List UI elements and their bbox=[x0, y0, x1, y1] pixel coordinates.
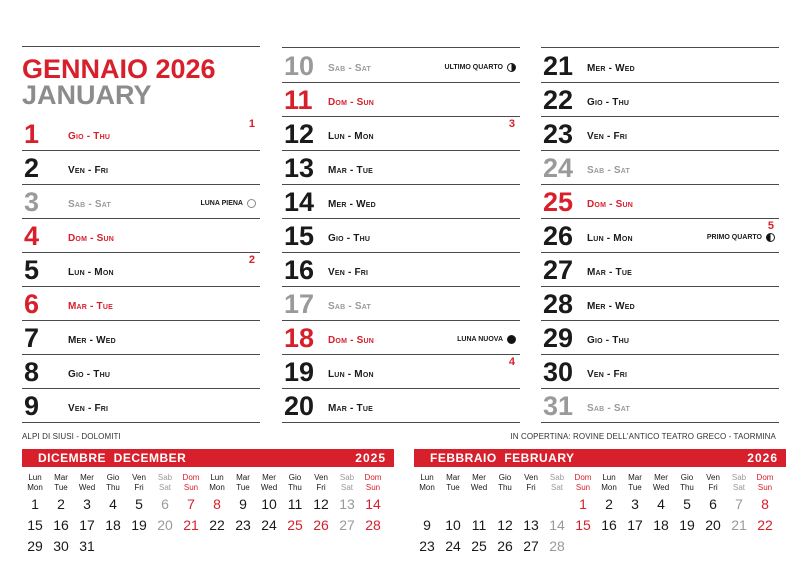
day-row bbox=[282, 150, 520, 185]
mini-day: 12 bbox=[313, 496, 329, 512]
mini-day: 23 bbox=[419, 538, 435, 554]
last-quarter-moon-icon bbox=[507, 63, 516, 72]
day-row bbox=[541, 320, 779, 355]
weekday-it: Gio bbox=[106, 473, 120, 482]
mini-day: 9 bbox=[423, 517, 431, 533]
weekday-en: Tue bbox=[628, 483, 642, 492]
day-number: 2 bbox=[24, 153, 40, 183]
day-name: Sab - Sat bbox=[68, 199, 111, 210]
day-row bbox=[282, 354, 520, 389]
weekday-en: Mon bbox=[601, 483, 617, 492]
day-row bbox=[541, 388, 779, 423]
mini-calendar-month: DICEMBRE DECEMBER bbox=[38, 451, 187, 465]
mini-day: 25 bbox=[471, 538, 487, 554]
day-name: Gio - Thu bbox=[68, 369, 111, 380]
day-row bbox=[282, 218, 520, 253]
mini-day: 10 bbox=[445, 517, 461, 533]
weekday-en: Wed bbox=[470, 483, 488, 492]
day-row bbox=[22, 388, 260, 423]
day-name: Dom - Sun bbox=[587, 199, 633, 210]
mini-day: 8 bbox=[213, 496, 221, 512]
weekday-header bbox=[100, 473, 126, 493]
day-number: 10 bbox=[284, 51, 315, 81]
day-number: 13 bbox=[284, 153, 315, 183]
mini-day: 22 bbox=[757, 517, 773, 533]
weekday-en: Sun bbox=[183, 483, 199, 492]
day-row bbox=[282, 82, 520, 117]
day-row bbox=[541, 48, 779, 83]
mini-day: 25 bbox=[287, 517, 303, 533]
day-row bbox=[541, 218, 779, 253]
weekday-it: Mar bbox=[236, 473, 250, 482]
weekday-en: Fri bbox=[526, 483, 536, 492]
weekday-it: Mar bbox=[54, 473, 68, 482]
weekday-en: Mon bbox=[27, 483, 43, 492]
weekday-header bbox=[440, 473, 466, 493]
day-number: 24 bbox=[543, 153, 574, 183]
weekday-en: Tue bbox=[446, 483, 460, 492]
day-row bbox=[541, 354, 779, 389]
day-name: Mer - Wed bbox=[587, 63, 635, 74]
mini-day: 18 bbox=[105, 517, 121, 533]
weekday-it: Dom bbox=[182, 473, 200, 482]
mini-day: 1 bbox=[579, 496, 587, 512]
mini-day: 26 bbox=[497, 538, 513, 554]
day-name: Sab - Sat bbox=[587, 403, 630, 414]
weekday-header bbox=[48, 473, 74, 493]
mini-day: 20 bbox=[157, 517, 173, 533]
weekday-header bbox=[22, 473, 48, 493]
weekday-en: Sat bbox=[550, 483, 563, 492]
mini-day: 7 bbox=[735, 496, 743, 512]
mini-day: 15 bbox=[575, 517, 591, 533]
weekday-header bbox=[360, 473, 386, 493]
day-number: 27 bbox=[543, 255, 574, 285]
weekday-en: Thu bbox=[498, 483, 512, 492]
weekday-it: Gio bbox=[680, 473, 694, 482]
mini-day: 3 bbox=[83, 496, 91, 512]
mini-day: 17 bbox=[79, 517, 95, 533]
mini-day: 14 bbox=[365, 496, 381, 512]
mini-day: 5 bbox=[683, 496, 691, 512]
mini-day: 26 bbox=[313, 517, 329, 533]
mini-day: 13 bbox=[523, 517, 539, 533]
day-number: 30 bbox=[543, 357, 574, 387]
week-number: 2 bbox=[248, 254, 255, 266]
mini-day: 31 bbox=[79, 538, 95, 554]
moon-phase bbox=[707, 233, 775, 242]
day-number: 22 bbox=[543, 85, 574, 115]
weekday-it: Gio bbox=[288, 473, 302, 482]
full-moon-icon bbox=[247, 199, 256, 208]
mini-day: 15 bbox=[27, 517, 43, 533]
mini-day: 19 bbox=[679, 517, 695, 533]
mini-calendar-header bbox=[414, 449, 786, 467]
weekday-header bbox=[648, 473, 674, 493]
mini-day: 13 bbox=[339, 496, 355, 512]
weekday-en: Fri bbox=[316, 483, 326, 492]
weekday-header bbox=[570, 473, 596, 493]
day-row bbox=[282, 48, 520, 83]
mini-day: 4 bbox=[657, 496, 665, 512]
day-row bbox=[22, 116, 260, 151]
weekday-header bbox=[414, 473, 440, 493]
day-name: Ven - Fri bbox=[587, 131, 628, 142]
weekday-en: Wed bbox=[260, 483, 278, 492]
mini-day: 23 bbox=[235, 517, 251, 533]
day-name: Mar - Tue bbox=[328, 403, 373, 414]
moon-phase-label: ULTIMO QUARTO bbox=[444, 64, 503, 71]
weekday-it: Lun bbox=[210, 473, 224, 482]
day-name: Sab - Sat bbox=[328, 63, 371, 74]
weekday-en: Tue bbox=[236, 483, 250, 492]
new-moon-icon bbox=[507, 335, 516, 344]
day-row bbox=[282, 286, 520, 321]
day-number: 19 bbox=[284, 357, 315, 387]
weekday-it: Dom bbox=[756, 473, 774, 482]
mini-day: 8 bbox=[761, 496, 769, 512]
moon-phase-label: LUNA PIENA bbox=[200, 200, 243, 207]
weekday-header bbox=[256, 473, 282, 493]
day-name: Gio - Thu bbox=[587, 335, 630, 346]
weekday-en: Thu bbox=[680, 483, 694, 492]
mini-day: 9 bbox=[239, 496, 247, 512]
weekday-en: Sat bbox=[340, 483, 353, 492]
day-name: Sab - Sat bbox=[328, 301, 371, 312]
weekday-en: Thu bbox=[106, 483, 120, 492]
weekday-it: Mar bbox=[446, 473, 460, 482]
weekday-header bbox=[466, 473, 492, 493]
moon-phase bbox=[200, 199, 256, 208]
week-number: 1 bbox=[248, 118, 255, 130]
weekday-en: Tue bbox=[54, 483, 68, 492]
weekday-it: Ven bbox=[132, 473, 146, 482]
mini-day: 28 bbox=[549, 538, 565, 554]
mini-day: 6 bbox=[161, 496, 169, 512]
weekday-en: Thu bbox=[288, 483, 302, 492]
day-number: 12 bbox=[284, 119, 315, 149]
column-top-rule bbox=[22, 46, 260, 47]
weekday-header bbox=[126, 473, 152, 493]
day-number: 3 bbox=[24, 187, 40, 217]
day-row bbox=[541, 82, 779, 117]
month-title-italian: GENNAIO 2026 bbox=[22, 54, 216, 84]
weekday-header bbox=[492, 473, 518, 493]
photo-caption: ALPI DI SIUSI - DOLOMITI bbox=[22, 432, 121, 441]
mini-day: 24 bbox=[445, 538, 461, 554]
day-name: Dom - Sun bbox=[328, 97, 374, 108]
mini-calendar-year: 2025 bbox=[355, 451, 386, 465]
day-row bbox=[22, 218, 260, 253]
moon-phase-label: LUNA NUOVA bbox=[457, 336, 503, 343]
mini-day: 1 bbox=[31, 496, 39, 512]
weekday-it: Lun bbox=[420, 473, 434, 482]
weekday-header bbox=[152, 473, 178, 493]
day-row bbox=[282, 252, 520, 287]
month-title-english: JANUARY bbox=[22, 80, 152, 110]
weekday-header bbox=[596, 473, 622, 493]
mini-day: 30 bbox=[53, 538, 69, 554]
day-number: 4 bbox=[24, 221, 40, 251]
mini-day: 10 bbox=[261, 496, 277, 512]
day-name: Lun - Mon bbox=[328, 369, 374, 380]
day-row bbox=[282, 320, 520, 355]
weekday-header bbox=[282, 473, 308, 493]
day-number: 25 bbox=[543, 187, 574, 217]
day-name: Dom - Sun bbox=[68, 233, 114, 244]
mini-day: 24 bbox=[261, 517, 277, 533]
mini-day: 16 bbox=[601, 517, 617, 533]
day-number: 7 bbox=[24, 323, 40, 353]
weekday-it: Sab bbox=[731, 473, 747, 482]
mini-day: 5 bbox=[135, 496, 143, 512]
day-number: 21 bbox=[543, 51, 574, 81]
week-number: 4 bbox=[508, 356, 515, 368]
mini-day: 3 bbox=[631, 496, 639, 512]
day-name: Ven - Fri bbox=[68, 403, 109, 414]
mini-day: 20 bbox=[705, 517, 721, 533]
day-number: 20 bbox=[284, 391, 315, 421]
weekday-it: Lun bbox=[602, 473, 616, 482]
weekday-it: Dom bbox=[364, 473, 382, 482]
weekday-it: Dom bbox=[574, 473, 592, 482]
moon-phase bbox=[445, 63, 516, 72]
weekday-en: Mon bbox=[419, 483, 435, 492]
day-row bbox=[282, 184, 520, 219]
weekday-it: Mer bbox=[472, 473, 486, 482]
day-row bbox=[22, 184, 260, 219]
day-name: Mer - Wed bbox=[68, 335, 116, 346]
week-number: 3 bbox=[508, 118, 515, 130]
day-row bbox=[22, 252, 260, 287]
first-quarter-moon-icon bbox=[766, 233, 775, 242]
mini-day: 19 bbox=[131, 517, 147, 533]
day-row bbox=[22, 320, 260, 355]
weekday-it: Ven bbox=[314, 473, 328, 482]
weekday-header bbox=[334, 473, 360, 493]
weekday-en: Sun bbox=[757, 483, 773, 492]
mini-day: 22 bbox=[209, 517, 225, 533]
day-row bbox=[541, 286, 779, 321]
day-number: 15 bbox=[284, 221, 315, 251]
weekday-en: Fri bbox=[134, 483, 144, 492]
weekday-it: Mer bbox=[654, 473, 668, 482]
mini-day: 2 bbox=[57, 496, 65, 512]
weekday-en: Fri bbox=[708, 483, 718, 492]
day-number: 28 bbox=[543, 289, 574, 319]
day-number: 26 bbox=[543, 221, 574, 251]
day-name: Gio - Thu bbox=[68, 131, 111, 142]
day-number: 6 bbox=[24, 289, 40, 319]
weekday-header bbox=[622, 473, 648, 493]
day-row bbox=[22, 150, 260, 185]
weekday-header bbox=[178, 473, 204, 493]
weekday-en: Wed bbox=[652, 483, 670, 492]
weekday-header bbox=[674, 473, 700, 493]
weekday-header bbox=[544, 473, 570, 493]
day-name: Mar - Tue bbox=[68, 301, 113, 312]
weekday-header bbox=[74, 473, 100, 493]
day-number: 23 bbox=[543, 119, 574, 149]
day-number: 14 bbox=[284, 187, 315, 217]
day-number: 31 bbox=[543, 391, 574, 421]
weekday-it: Ven bbox=[706, 473, 720, 482]
mini-day: 14 bbox=[549, 517, 565, 533]
day-number: 5 bbox=[24, 255, 40, 285]
day-row bbox=[541, 116, 779, 151]
day-row bbox=[541, 184, 779, 219]
weekday-header bbox=[726, 473, 752, 493]
weekday-en: Mon bbox=[209, 483, 225, 492]
mini-day: 4 bbox=[109, 496, 117, 512]
day-number: 9 bbox=[24, 391, 40, 421]
day-name: Ven - Fri bbox=[68, 165, 109, 176]
weekday-it: Mer bbox=[262, 473, 276, 482]
week-number: 5 bbox=[767, 220, 774, 232]
mini-day: 18 bbox=[653, 517, 669, 533]
weekday-en: Sat bbox=[732, 483, 745, 492]
mini-calendar-year: 2026 bbox=[747, 451, 778, 465]
day-number: 29 bbox=[543, 323, 574, 353]
day-row bbox=[282, 388, 520, 423]
day-name: Sab - Sat bbox=[587, 165, 630, 176]
weekday-it: Sab bbox=[157, 473, 173, 482]
mini-day: 6 bbox=[709, 496, 717, 512]
day-number: 8 bbox=[24, 357, 40, 387]
weekday-it: Sab bbox=[549, 473, 565, 482]
day-name: Lun - Mon bbox=[328, 131, 374, 142]
day-name: Mar - Tue bbox=[587, 267, 632, 278]
day-name: Mar - Tue bbox=[328, 165, 373, 176]
day-name: Lun - Mon bbox=[68, 267, 114, 278]
mini-day: 28 bbox=[365, 517, 381, 533]
cover-caption: IN COPERTINA: ROVINE DELL'ANTICO TEATRO GRECO - TAORMINA bbox=[510, 432, 776, 441]
weekday-header bbox=[230, 473, 256, 493]
day-name: Mer - Wed bbox=[328, 199, 376, 210]
mini-day: 11 bbox=[287, 496, 303, 512]
day-name: Ven - Fri bbox=[587, 369, 628, 380]
day-row bbox=[541, 150, 779, 185]
day-name: Lun - Mon bbox=[587, 233, 633, 244]
day-number: 16 bbox=[284, 255, 315, 285]
mini-day: 21 bbox=[183, 517, 199, 533]
weekday-en: Sat bbox=[158, 483, 171, 492]
mini-day: 17 bbox=[627, 517, 643, 533]
day-row bbox=[541, 252, 779, 287]
mini-day: 27 bbox=[339, 517, 355, 533]
weekday-en: Wed bbox=[78, 483, 96, 492]
weekday-header bbox=[518, 473, 544, 493]
moon-phase-label: PRIMO QUARTO bbox=[706, 234, 762, 241]
day-row bbox=[22, 354, 260, 389]
weekday-it: Sab bbox=[339, 473, 355, 482]
day-name: Ven - Fri bbox=[328, 267, 369, 278]
day-number: 11 bbox=[284, 85, 313, 115]
mini-day: 27 bbox=[523, 538, 539, 554]
weekday-en: Sun bbox=[365, 483, 381, 492]
mini-day: 7 bbox=[187, 496, 195, 512]
mini-calendar-header bbox=[22, 449, 394, 467]
mini-day: 2 bbox=[605, 496, 613, 512]
day-row bbox=[282, 116, 520, 151]
day-number: 18 bbox=[284, 323, 315, 353]
weekday-it: Mer bbox=[80, 473, 94, 482]
day-number: 1 bbox=[24, 119, 40, 149]
day-name: Dom - Sun bbox=[328, 335, 374, 346]
mini-day: 29 bbox=[27, 538, 43, 554]
weekday-it: Gio bbox=[498, 473, 512, 482]
day-number: 17 bbox=[284, 289, 315, 319]
day-name: Gio - Thu bbox=[328, 233, 371, 244]
mini-day: 12 bbox=[497, 517, 513, 533]
weekday-en: Sun bbox=[575, 483, 591, 492]
mini-day: 16 bbox=[53, 517, 69, 533]
day-row bbox=[22, 286, 260, 321]
weekday-it: Lun bbox=[28, 473, 42, 482]
day-name: Gio - Thu bbox=[587, 97, 630, 108]
weekday-header bbox=[752, 473, 778, 493]
moon-phase bbox=[457, 335, 516, 344]
weekday-header bbox=[700, 473, 726, 493]
mini-calendar-month: FEBBRAIO FEBRUARY bbox=[430, 451, 575, 465]
weekday-it: Ven bbox=[524, 473, 538, 482]
day-name: Mer - Wed bbox=[587, 301, 635, 312]
weekday-it: Mar bbox=[628, 473, 642, 482]
weekday-header bbox=[308, 473, 334, 493]
mini-day: 21 bbox=[731, 517, 747, 533]
weekday-header bbox=[204, 473, 230, 493]
mini-day: 11 bbox=[471, 517, 487, 533]
